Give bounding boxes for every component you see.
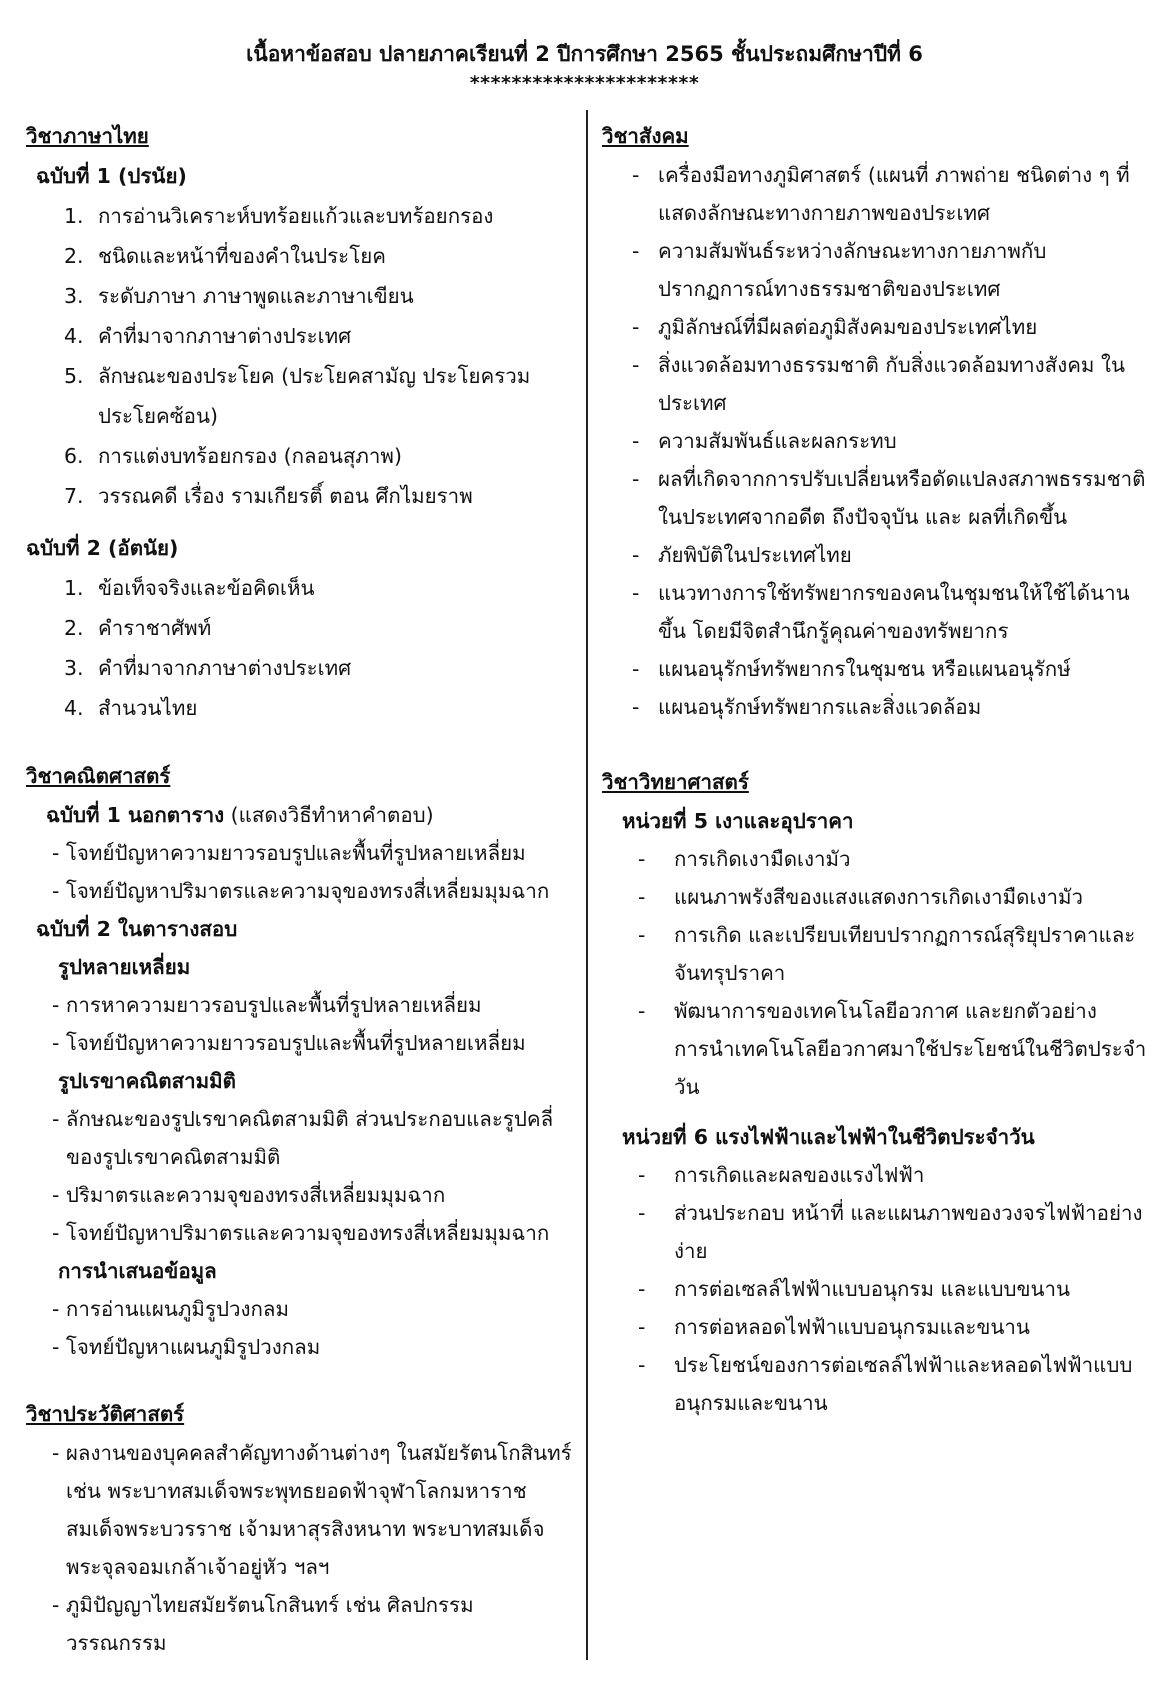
list-item	[26, 196, 576, 236]
thai-edition-2-title: ฉบับที่ 2 (อัตนัย)	[26, 536, 179, 560]
list-item: - การอ่านแผนภูมิรูปวงกลม	[52, 1297, 289, 1321]
left-column	[26, 116, 576, 1662]
list-item-number: 1.	[64, 204, 84, 228]
math-sub-polygon: รูปหลายเหลี่ยม	[58, 955, 191, 979]
list-item: - ผลที่เกิดจากการปรับเปลี่ยนหรือดัดแปลงสภาพธรรมชาติในประเทศจากอดีต ถึงปัจจุบัน และ ผลที่เกิดขึ้น	[602, 460, 1152, 536]
list-item: - แนวทางการใช้ทรัพยากรของคนในชุมชนให้ใช้ได้นานขึ้น โดยมีจิตสำนึกรู้คุณค่าของทรัพยากร	[602, 574, 1152, 650]
list-item-text: การแต่งบทร้อยกรอง (กลอนสุภาพ)	[98, 444, 402, 468]
math-sub-data-list	[26, 1290, 576, 1366]
list-item: - โจทย์ปัญหาความยาวรอบรูปและพื้นที่รูปหลายเหลี่ยม	[52, 841, 526, 865]
science-unit-6-list	[602, 1156, 1152, 1422]
list-item	[26, 356, 576, 436]
social-heading: วิชาสังคม	[602, 124, 689, 148]
list-item-text: การอ่านวิเคราะห์บทร้อยแก้วและบทร้อยกรอง	[98, 204, 494, 228]
math-edition-1-line	[26, 796, 576, 834]
list-item: - ภูมิปัญญาไทยสมัยรัตนโกสินทร์ เช่น ศิลปกรรม วรรณกรรม	[52, 1593, 474, 1655]
page-title: เนื้อหาข้อสอบ ปลายภาคเรียนที่ 2 ปีการศึกษา 2565 ชั้นประถมศึกษาปีที่ 6	[246, 42, 923, 66]
list-item: - แผนอนุรักษ์ทรัพยากรและสิ่งแวดล้อม	[602, 688, 1152, 726]
math-edition-1-list	[26, 834, 576, 910]
column-divider	[586, 110, 588, 1660]
history-heading: วิชาประวัติศาสตร์	[26, 1402, 185, 1426]
list-item-text: คำราชาศัพท์	[98, 616, 212, 640]
list-item-text: วรรณคดี เรื่อง รามเกียรติ์ ตอน ศึกไมยราพ	[98, 484, 473, 508]
list-item-text: ลักษณะของประโยค (ประโยคสามัญ ประโยครวม ประโยคซ้อน)	[98, 364, 531, 428]
list-item-number: 2.	[64, 616, 84, 640]
list-item-text: คำที่มาจากภาษาต่างประเทศ	[98, 324, 352, 348]
thai-edition-1-title: ฉบับที่ 1 (ปรนัย)	[36, 164, 187, 188]
list-item: - ความสัมพันธ์ระหว่างลักษณะทางกายภาพกับปรากฏการณ์ทางธรรมชาติของประเทศ	[602, 232, 1152, 308]
math-edition-1-note: (แสดงวิธีทำหาคำตอบ)	[230, 803, 434, 827]
thai-heading: วิชาภาษาไทย	[26, 124, 149, 148]
list-item-number: 2.	[64, 244, 84, 268]
list-item: - สิ่งแวดล้อมทางธรรมชาติ กับสิ่งแวดล้อมทางสังคม ในประเทศ	[602, 346, 1152, 422]
list-item-text: สำนวนไทย	[98, 696, 198, 720]
list-item: - ภัยพิบัติในประเทศไทย	[602, 536, 1152, 574]
list-item-number: 3.	[64, 284, 84, 308]
thai-edition-2-list	[26, 568, 576, 728]
math-heading: วิชาคณิตศาสตร์	[26, 764, 171, 788]
right-column	[602, 116, 1152, 1422]
list-item	[26, 276, 576, 316]
list-item-number: 4.	[64, 696, 84, 720]
social-list	[602, 156, 1152, 726]
math-sub-polygon-list	[26, 986, 576, 1062]
list-item: - การหาความยาวรอบรูปและพื้นที่รูปหลายเหลี่ยม	[52, 993, 482, 1017]
list-item: - ลักษณะของรูปเรขาคณิตสามมิติ ส่วนประกอบและรูปคลี่ของรูปเรขาคณิตสามมิติ	[52, 1107, 554, 1169]
list-item	[26, 608, 576, 648]
list-item: - ประโยชน์ของการต่อเซลล์ไฟฟ้าและหลอดไฟฟ้าแบบอนุกรมและขนาน	[602, 1346, 1152, 1422]
list-item: - การต่อเซลล์ไฟฟ้าแบบอนุกรม และแบบขนาน	[602, 1270, 1152, 1308]
list-item: - ผลงานของบุคคลสำคัญทางด้านต่างๆ ในสมัยรัตนโกสินทร์ เช่น พระบาทสมเด็จพระพุทธยอดฟ้าจุฬาโลกมหาราช สมเด็จพระบวรราช เจ้ามหาสุรสิงหนาท พระบาทสมเด็จพระจุลจอมเกล้าเจ้าอยู่หัว ฯลฯ	[52, 1441, 572, 1579]
list-item-number: 5.	[64, 364, 84, 388]
list-item	[26, 316, 576, 356]
list-item: - ภูมิลักษณ์ที่มีผลต่อภูมิสังคมของประเทศไทย	[602, 308, 1152, 346]
science-unit-6-title: หน่วยที่ 6 แรงไฟฟ้าและไฟฟ้าในชีวิตประจำวัน	[622, 1125, 1035, 1149]
math-sub-3d-list	[26, 1100, 576, 1252]
list-item: - โจทย์ปัญหาแผนภูมิรูปวงกลม	[52, 1335, 321, 1359]
list-item-text: ระดับภาษา ภาษาพูดและภาษาเขียน	[98, 284, 414, 308]
list-item: - แผนภาพรังสีของแสงแสดงการเกิดเงามืดเงามัว	[602, 878, 1152, 916]
list-item-number: 4.	[64, 324, 84, 348]
list-item: - การต่อหลอดไฟฟ้าแบบอนุกรมและขนาน	[602, 1308, 1152, 1346]
list-item-text: คำที่มาจากภาษาต่างประเทศ	[98, 656, 352, 680]
list-item: - โจทย์ปัญหาปริมาตรและความจุของทรงสี่เหลี่ยมมุมฉาก	[52, 879, 550, 903]
list-item: - ความสัมพันธ์และผลกระทบ	[602, 422, 1152, 460]
list-item: - ส่วนประกอบ หน้าที่ และแผนภาพของวงจรไฟฟ้าอย่างง่าย	[602, 1194, 1152, 1270]
list-item	[26, 568, 576, 608]
list-item-number: 7.	[64, 484, 84, 508]
list-item: - เครื่องมือทางภูมิศาสตร์ (แผนที่ ภาพถ่าย ชนิดต่าง ๆ ที่แสดงลักษณะทางกายภาพของประเทศ	[602, 156, 1152, 232]
list-item: - ปริมาตรและความจุของทรงสี่เหลี่ยมมุมฉาก	[52, 1183, 446, 1207]
science-unit-5-title: หน่วยที่ 5 เงาและอุปราคา	[622, 809, 854, 833]
list-item	[26, 436, 576, 476]
list-item-text: ชนิดและหน้าที่ของคำในประโยค	[98, 244, 386, 268]
list-item-number: 1.	[64, 576, 84, 600]
math-edition-1-title: ฉบับที่ 1 นอกตาราง	[46, 803, 225, 827]
math-edition-2-title: ฉบับที่ 2 ในตารางสอบ	[36, 917, 238, 941]
list-item: - การเกิด และเปรียบเทียบปรากฏการณ์สุริยุปราคาและจันทรุปราคา	[602, 916, 1152, 992]
list-item-number: 6.	[64, 444, 84, 468]
list-item: - แผนอนุรักษ์ทรัพยากรในชุมชน หรือแผนอนุรักษ์	[602, 650, 1152, 688]
list-item	[26, 476, 576, 516]
list-item-text: ข้อเท็จจริงและข้อคิดเห็น	[98, 576, 315, 600]
history-list	[26, 1434, 576, 1662]
math-sub-data: การนำเสนอข้อมูล	[58, 1259, 217, 1283]
math-sub-3d: รูปเรขาคณิตสามมิติ	[58, 1069, 236, 1093]
list-item	[26, 236, 576, 276]
list-item: - พัฒนาการของเทคโนโลยีอวกาศ และยกตัวอย่างการนำเทคโนโลยีอวกาศมาใช้ประโยชน์ในชีวิตประจำวัน	[602, 992, 1152, 1106]
science-heading: วิชาวิทยาศาสตร์	[602, 770, 749, 794]
list-item	[26, 648, 576, 688]
list-item	[26, 688, 576, 728]
list-item: - การเกิดและผลของแรงไฟฟ้า	[602, 1156, 1152, 1194]
list-item: - โจทย์ปัญหาปริมาตรและความจุของทรงสี่เหลี่ยมมุมฉาก	[52, 1221, 550, 1245]
list-item: - โจทย์ปัญหาความยาวรอบรูปและพื้นที่รูปหลายเหลี่ยม	[52, 1031, 526, 1055]
title-separator: **********************	[469, 72, 700, 94]
list-item-number: 3.	[64, 656, 84, 680]
list-item: - การเกิดเงามืดเงามัว	[602, 840, 1152, 878]
science-unit-5-list	[602, 840, 1152, 1106]
thai-edition-1-list	[26, 196, 576, 516]
